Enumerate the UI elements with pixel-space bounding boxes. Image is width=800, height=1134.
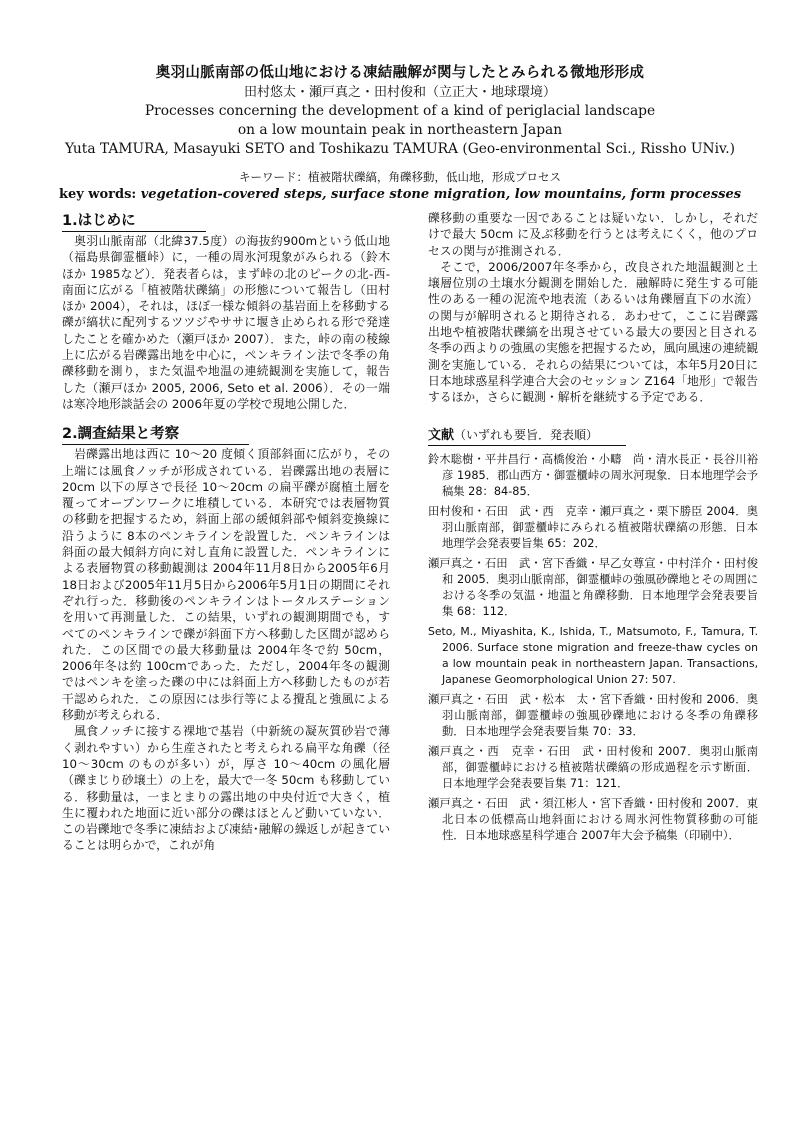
left-column	[62, 210, 390, 854]
keywords-japanese: キーワード：植被階状礫縞，角礫移動，低山地，形成プロセス	[239, 170, 561, 184]
title-japanese: 奥羽山脈南部の低山地における凍結融解が関与したとみられる微地形形成	[155, 65, 645, 81]
reference-item: 瀬戸真之・石田 武・松本 太・宮下香織・田村俊和 2006．奥羽山脈南部，御霊櫃峠の強風砂礫地における冬季の角礫移動．日本地理学会発表要旨集 70：33．	[428, 692, 758, 738]
reference-item: 鈴木聡樹・平井昌行・高橋俊治・小疇 尚・清水長正・長谷川裕彦 1985．郡山西方・御霊櫃峠の周氷河現象．日本地理学会予稿集 28：84-85．	[428, 452, 758, 498]
section-2-paragraph-1: 岩礫露出地は西に 10～20 度傾く頂部斜面に広がり，その上端には風食ノッチが形成されている．岩礫露出地の表層に 20cm 以下の厚さで長径 10～20cm の扁平礫が腐植土層を覆ってオープンワークに堆積している．本研究では表層物質の移動を把握するため，斜面上部の緩傾斜部や傾斜変換線に沿うように 8本のペンキラインを設置した．ペンキラインは斜面の最大傾斜方向に対し直角に設置した．ペンキラインによる表層物質の移動観測は 2004年11月8日から2005年6月18日および2005年11月5日から2006年5月1日の期間にそれぞれ行った．移動後のペンキラインはトータルステーションを用いて再測量した．この結果，いずれの観測期間でも，すべてのペンキラインで礫が斜面下方へ移動した区間が認められた．この区間での最大移動量は 2004年冬で約 50cm，2006年冬は約 100cmであった．ただし，2004年冬の観測ではペンキを塗った礫の中には斜面上方へ移動したものが若干認められた．この原因には歩行等による攪乱と強風による移動が考えられる．	[62, 447, 390, 723]
section-1-paragraph: 奥羽山脈南部（北緯37.5度）の海抜約900mという低山地（福島県御霊櫃峠）に，一種の周氷河現象がみられる（鈴木ほか 1985など）．発表者らは，まず峠の北のピークの北-西-南面に広がる「植被階状礫縞」の形態について報告し（田村ほか 2004），それは，ほぼ一様な傾斜の基岩面上を移動する礫が縞状に配列するツツジやササに堰き止められる形で発達したことを確かめた（瀬戸ほか 2007）．また，峠の南の稜線上に広がる岩礫露出地を中心に，ペンキライン法で冬季の角礫移動を測り，また気温や地温の連続観測を実施して，報告した（瀬戸ほか 2005, 2006, Seto et al. 2006）．その一端は寒冷地形談話会の 2006年夏の学校で現地公開した．	[62, 234, 390, 411]
reference-item: 瀬戸真之・石田 武・須江彬人・宮下香織・田村俊和 2007．東北日本の低標高山地斜面における周氷河性物質移動の可能性．日本地球惑星科学連合 2007年大会予稿集（印刷中）．	[428, 796, 758, 842]
section-2-paragraph-2: 風食ノッチに接する裸地で基岩（中新統の凝灰質砂岩で薄く剥れやすい）から生産されたと考えられる扁平な角礫（径 10～30cm のものが多い）が，厚さ 10～40cm の風化層（礫まじり砂壌土）の上を，最大で一冬 50cm も移動している．移動量は，一まとまりの露出地の中央付近で大きく，植生に覆われた地面に近い部分の礫はほとんど動いていない．この岩礫地で冬季に凍結および凍結･融解の繰返しが起きていることは明らかで，これが角	[62, 724, 390, 853]
reference-item: Seto, M., Miyashita, K., Ishida, T., Matsumoto, F., Tamura, T. 2006. Surface stone migration and freeze-thaw cycles on a low mountain peak in northeastern Japan. Transactions, Japanese Geomorphological Union 27: 507.	[428, 624, 758, 686]
section-1-heading: 1.はじめに	[62, 211, 206, 232]
authors-japanese: 田村悠太・瀬戸真之・田村俊和（立正大・地球環境）	[243, 85, 556, 100]
title-english-line-1: Processes concerning the development of a kind of periglacial landscape	[144, 103, 656, 119]
right-column	[428, 210, 758, 848]
reference-item: 瀬戸真之・石田 武・宮下香織・早乙女尊宣・中村洋介・田村俊和 2005．奥羽山脈南部，御霊櫃峠の強風砂礫地とその周囲における冬季の気温・地温と角礫移動．日本地理学会発表要旨集 68：112．	[428, 556, 758, 618]
section-2-paragraph-2-continued: 礫移動の重要な一因であることは疑いない．しかし，それだけで最大 50cm に及ぶ移動を行うとは考えにくく，他のプロセスの関与が推測される．	[428, 211, 758, 258]
references-note: （いずれも要旨．発表順）	[454, 427, 599, 442]
reference-item: 田村俊和・石田 武・西 克幸・瀬戸真之・栗下勝臣 2004．奥羽山脈南部，御霊櫃峠にみられる植被階状礫縞の形態．日本地理学会発表要旨集 65：202．	[428, 504, 758, 550]
references-title: 文献	[428, 427, 455, 443]
keywords-english-list: vegetation-covered steps, surface stone migration, low mountains, form processes	[140, 187, 742, 202]
keywords-english-label: key words:	[58, 187, 141, 202]
authors-english: Yuta TAMURA, Masayuki SETO and Toshikazu TAMURA (Geo-environmental Sci., Rissho UNiv.)	[65, 141, 735, 157]
paper-header	[40, 64, 760, 203]
references-heading	[428, 426, 626, 446]
title-english-line-2: on a low mountain peak in northeastern Japan	[237, 122, 563, 138]
section-2-paragraph-3: そこで，2006/2007年冬季から，改良された地温観測と土壌層位別の土壌水分観測を開始した．融解時に発生する可能性のある一種の泥流や地表流（あるいは角礫層直下の水流）の関与が解明されると期待される．あわせて，ここに岩礫露出地や植被階状礫縞を出現させている最大の要因と目される冬季の西よりの強風の実態を把握するため，風向風速の連続観測を実施している．それらの結果については，本年5月20日に日本地球惑星科学連合大会のセッション Z164「地形」で報告するほか，さらに観測・解析を継続する予定である．	[428, 259, 758, 405]
reference-item: 瀬戸真之・西 克幸・石田 武・田村俊和 2007．奥羽山脈南部，御霊櫃峠における植被階状礫縞の形成過程を示す断面．日本地理学会発表要旨集 71：121．	[428, 744, 758, 790]
section-2-heading: 2.調査結果と考察	[62, 424, 249, 445]
keywords-english	[40, 186, 760, 203]
